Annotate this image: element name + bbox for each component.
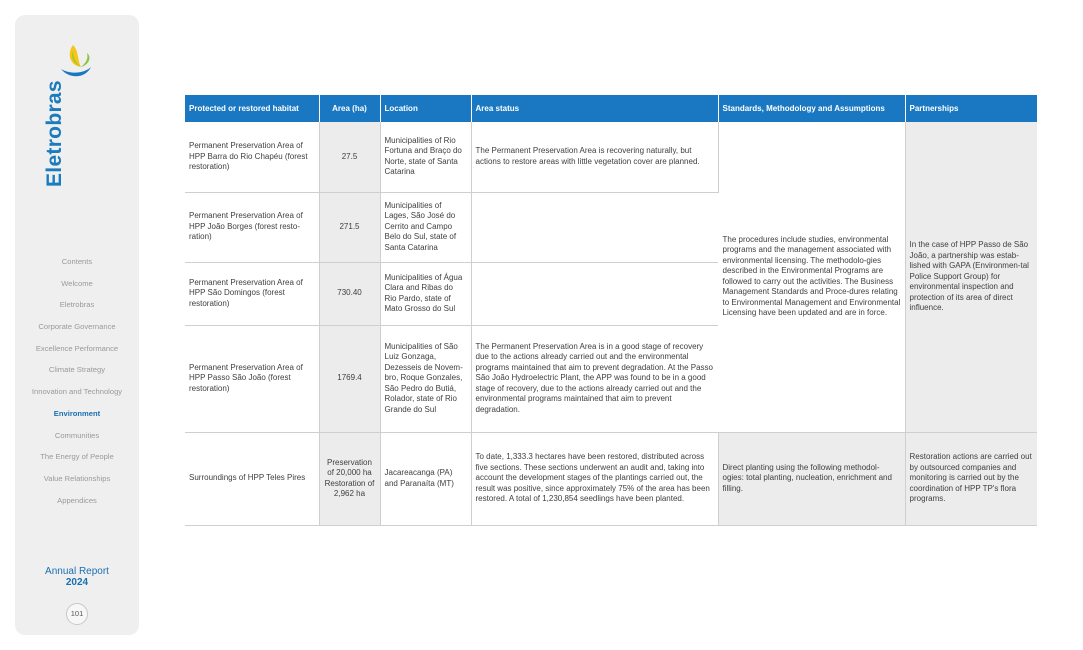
report-title <box>15 566 139 588</box>
table-row <box>185 432 1037 525</box>
cell-area: 1769.4 <box>319 325 380 432</box>
habitat-table <box>185 95 1037 526</box>
nav-item-corporate-governance[interactable]: Corporate Governance <box>38 322 116 332</box>
cell-standards-merged: The procedures include studies, environmental programs and the management associated with environmental licensing. The methodolo-gies described in the Environmental Programs are followed to carry out the activities. The Business Management Standards and Proce-dures relating to Environmental Management and Environmental Licensing have been updated and are in force. <box>718 122 905 432</box>
cell-location: Jacareacanga (PA) and Paranaíta (MT) <box>380 432 471 525</box>
cell-habitat: Permanent Preservation Area of HPP João Borges (forest resto-ration) <box>185 192 319 262</box>
cell-habitat: Permanent Preservation Area of HPP Barra do Rio Chapéu (forest restoration) <box>185 122 319 192</box>
cell-location: Municipalities of São Luiz Gonzaga, Dezesseis de Novem-bro, Roque Gonzales, São Pedro do Butiá, Rolador, state of Rio Grande do Sul <box>380 325 471 432</box>
cell-habitat: Permanent Preservation Area of HPP São Domingos (forest restoration) <box>185 262 319 325</box>
nav-item-energy-of-people[interactable]: The Energy of People <box>40 452 114 462</box>
cell-location: Municipalities of Lages, São José do Cerrito and Campo Belo do Sul, state of Santa Catarina <box>380 192 471 262</box>
cell-habitat: Surroundings of HPP Teles Pires <box>185 432 319 525</box>
sidebar-nav <box>15 255 139 515</box>
cell-location: Municipalities of Rio Fortuna and Braço do Norte, state of Santa Catarina <box>380 122 471 192</box>
nav-item-welcome[interactable]: Welcome <box>61 278 93 288</box>
cell-area: 271.5 <box>319 192 380 262</box>
cell-area: Preservation of 20,000 ha Restoration of 2,962 ha <box>319 432 380 525</box>
cell-partnerships-merged: In the case of HPP Passo de São João, a partnership was estab-lished with GAPA (Environmen-tal Police Support Group) for environmental inspection and protection of its area of direct influence. <box>905 122 1037 432</box>
cell-status <box>471 262 718 325</box>
nav-item-contents[interactable]: Contents <box>61 257 93 266</box>
brand-wordmark: Eletrobras <box>43 80 66 187</box>
cell-status <box>471 192 718 262</box>
cell-partnerships: Restoration actions are carried out by outsourced companies and monitoring is carried out by the coordination of HPP TP's flora programs. <box>905 432 1037 525</box>
nav-item-value-relationships[interactable]: Value Relationships <box>43 473 111 483</box>
header-partnerships: Partnerships <box>905 95 1037 122</box>
nav-item-eletrobras[interactable]: Eletrobras <box>59 300 95 310</box>
cell-status: To date, 1,333.3 hectares have been restored, distributed across five sections. These sections underwent an audit and, taking into account the development stages of the plantings carried out, the result was positive, since approximately 75% of the area has been restored. A total of 1,230,854 seedlings have been planted. <box>471 432 718 525</box>
nav-item-innovation-technology[interactable]: Innovation and Technology <box>31 387 123 397</box>
table-row <box>185 122 1037 192</box>
cell-status: The Permanent Preservation Area is in a good stage of recovery due to the actions already carried out and the environmental programs maintained that aim to prevent degradation. At the Passo São João Hydroelectric Plant, the APP was found to be in a good stage of recovery, due to the actions already carried out and the environmental programs maintained that aim to prevent degradation. <box>471 325 718 432</box>
cell-area: 730.40 <box>319 262 380 325</box>
cell-area: 27.5 <box>319 122 380 192</box>
header-status: Area status <box>471 95 718 122</box>
nav-item-appendices[interactable]: Appendices <box>57 495 97 505</box>
table-header-row <box>185 95 1037 122</box>
cell-standards: Direct planting using the following methodol-ogies: total planting, nucleation, enrichment and filling. <box>718 432 905 525</box>
sidebar <box>15 15 139 635</box>
report-title-text: Annual Report <box>45 566 109 577</box>
header-standards: Standards, Methodology and Assumptions <box>718 95 905 122</box>
nav-item-communities[interactable]: Communities <box>54 430 100 440</box>
header-habitat: Protected or restored habitat <box>185 95 319 122</box>
nav-item-environment[interactable]: Environment <box>53 408 101 418</box>
report-year: 2024 <box>65 577 89 588</box>
cell-habitat: Permanent Preservation Area of HPP Passo São João (forest restoration) <box>185 325 319 432</box>
cell-location: Municipalities of Água Clara and Ribas do Rio Pardo, state of Mato Grosso do Sul <box>380 262 471 325</box>
cell-status: The Permanent Preservation Area is recovering naturally, but actions to restore areas with little vegetation cover are planned. <box>471 122 718 192</box>
page-number: 101 <box>66 603 88 625</box>
header-area: Area (ha) <box>319 95 380 122</box>
eletrobras-logo-icon <box>59 43 93 83</box>
header-location: Location <box>380 95 471 122</box>
nav-item-excellence-performance[interactable]: Excellence Performance <box>35 343 119 353</box>
nav-item-climate-strategy[interactable]: Climate Strategy <box>48 365 106 375</box>
